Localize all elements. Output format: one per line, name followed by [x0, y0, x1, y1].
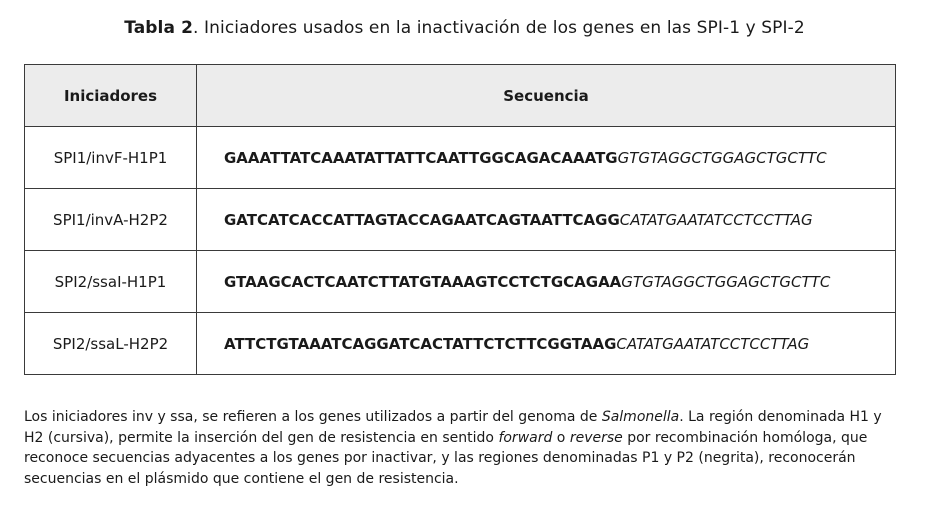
footnote-italic-forward: forward	[498, 429, 553, 446]
table-row	[25, 313, 896, 375]
primer-sequence	[197, 189, 896, 251]
sequence-p-region: GAAATTATCAAATATTATTCAATTGGCAGACAAATG	[224, 148, 618, 167]
footnote-text-3: o	[552, 429, 570, 446]
sequence-p-region: GTAAGCACTCAATCTTATGTAAAGTCCTCTGCAGAA	[224, 272, 622, 291]
primer-name: SPI2/ssaL-H2P2	[25, 313, 197, 375]
primers-table	[24, 64, 896, 375]
caption-label: Tabla 2	[124, 18, 193, 38]
header-secuencia: Secuencia	[197, 65, 896, 127]
footnote-text-1: Los iniciadores inv y ssa, se refieren a los genes utilizados a partir del genoma de	[24, 409, 602, 425]
primer-name: SPI2/ssaI-H1P1	[25, 251, 197, 313]
table-row	[25, 127, 896, 189]
footnote-italic-reverse: reverse	[569, 429, 623, 446]
sequence-h-region: GTGTAGGCTGGAGCTGCTTC	[621, 272, 831, 291]
table-footnote	[24, 407, 904, 489]
caption-text: . Iniciadores usados en la inactivación de los genes en las SPI-1 y SPI-2	[193, 18, 805, 38]
sequence-h-region: CATATGAATATCCTCCTTAG	[616, 334, 810, 353]
primer-sequence	[197, 313, 896, 375]
primer-sequence	[197, 127, 896, 189]
sequence-p-region: ATTCTGTAAATCAGGATCACTATTCTCTTCGGTAAG	[224, 334, 617, 353]
primer-name: SPI1/invA-H2P2	[25, 189, 197, 251]
footnote-text-2: . La región denominada H1 y H2 (cursiva), permite la inserción del gen de resistencia en sentido	[24, 409, 882, 446]
primer-sequence	[197, 251, 896, 313]
footnote-text-4: por recombinación homóloga, que reconoce secuencias adyacentes a los genes por inactivar, y las regiones denominadas P1 y P2 (negrita), reconocerán secuencias en el plásmido que contiene el gen de resistencia.	[24, 429, 868, 487]
sequence-p-region: GATCATCACCATTAGTACCAGAATCAGTAATTCAGG	[224, 210, 620, 229]
footnote-italic-salmonella: Salmonella	[601, 409, 680, 425]
sequence-h-region: GTGTAGGCTGGAGCTGCTTC	[617, 148, 827, 167]
table-row	[25, 189, 896, 251]
primer-name: SPI1/invF-H1P1	[25, 127, 197, 189]
header-iniciadores: Iniciadores	[25, 65, 197, 127]
sequence-h-region: CATATGAATATCCTCCTTAG	[619, 210, 813, 229]
table-caption	[0, 18, 929, 38]
table-header-row	[25, 65, 896, 127]
table-row	[25, 251, 896, 313]
